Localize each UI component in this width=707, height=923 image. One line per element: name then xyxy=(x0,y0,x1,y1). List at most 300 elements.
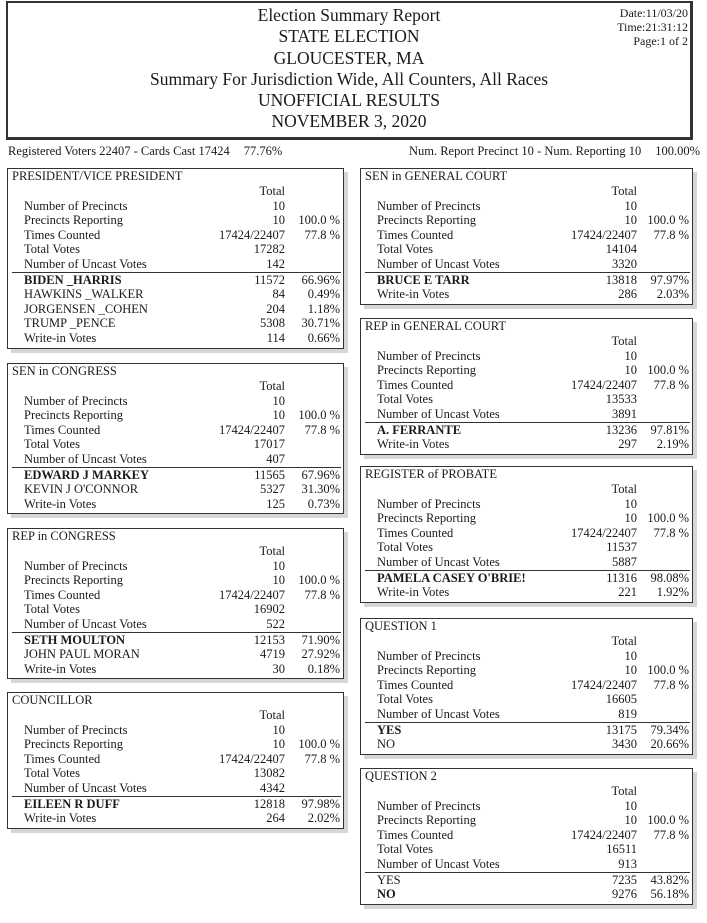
total-column-header xyxy=(361,482,692,497)
row-value: 17424/22407 xyxy=(571,377,637,392)
row-label: HAWKINS _WALKER xyxy=(24,287,144,302)
row-percent: 30.71% xyxy=(301,316,340,331)
row-label: Number of Precincts xyxy=(377,348,481,363)
precincts-reporting-row xyxy=(361,511,692,526)
row-value: Total xyxy=(611,184,637,198)
report-meta xyxy=(617,6,688,48)
row-label: PAMELA CASEY O'BRIE! xyxy=(377,570,526,585)
row-value: 125 xyxy=(266,496,285,511)
row-value: 10 xyxy=(624,511,637,526)
row-percent: 100.0 % xyxy=(298,408,340,423)
row-label: Number of Precincts xyxy=(24,198,128,213)
box-bottom-padding xyxy=(8,826,343,828)
row-label: Precincts Reporting xyxy=(24,408,123,423)
race-box xyxy=(7,528,344,679)
candidate-row xyxy=(8,497,343,512)
row-percent: 20.66% xyxy=(650,737,689,752)
race-box xyxy=(7,692,344,829)
times-counted-row xyxy=(361,526,692,541)
row-label: Number of Precincts xyxy=(377,496,481,511)
number-of-precincts-row xyxy=(8,199,343,214)
report-title: Election Summary Report xyxy=(257,5,441,25)
row-percent: 97.97% xyxy=(650,272,689,287)
row-percent: 77.8 % xyxy=(304,422,340,437)
uncast-votes-row xyxy=(8,617,343,632)
row-value: 4342 xyxy=(260,780,285,795)
row-value: 11565 xyxy=(254,467,285,482)
candidate-row xyxy=(8,482,343,497)
row-percent: 77.8 % xyxy=(653,377,689,392)
row-label: SETH MOULTON xyxy=(24,632,126,647)
times-counted-row xyxy=(361,678,692,693)
total-column-header xyxy=(361,634,692,649)
box-bottom-padding xyxy=(361,902,692,904)
row-label: Number of Uncast Votes xyxy=(377,256,500,271)
race-title: PRESIDENT/VICE PRESIDENT xyxy=(12,169,183,183)
times-counted-row xyxy=(8,588,343,603)
row-value: 10 xyxy=(624,348,637,363)
precinct-reporting-summary xyxy=(409,144,700,159)
row-value: 204 xyxy=(266,301,285,316)
row-value: 17424/22407 xyxy=(219,587,285,602)
candidate-row xyxy=(8,647,343,662)
row-percent: 100.0 % xyxy=(647,511,689,526)
row-label: Total Votes xyxy=(377,392,433,407)
row-percent: 77.8 % xyxy=(304,587,340,602)
uncast-votes-row xyxy=(361,555,692,570)
row-label: Precincts Reporting xyxy=(377,813,476,828)
row-label: Number of Precincts xyxy=(24,393,128,408)
row-percent: 100.0 % xyxy=(647,363,689,378)
candidate-row xyxy=(8,287,343,302)
race-title: REP in GENERAL COURT xyxy=(365,319,507,333)
row-value: Total xyxy=(611,634,637,648)
row-label: Number of Precincts xyxy=(377,648,481,663)
candidate-row xyxy=(361,423,692,438)
candidate-row xyxy=(8,662,343,677)
row-value: 10 xyxy=(624,198,637,213)
number-of-precincts-row xyxy=(361,349,692,364)
row-percent: 0.73% xyxy=(307,496,340,511)
row-label: Number of Uncast Votes xyxy=(377,856,500,871)
number-of-precincts-row xyxy=(8,723,343,738)
row-label: Total Votes xyxy=(377,692,433,707)
row-label: BIDEN _HARRIS xyxy=(24,272,122,287)
election-date: NOVEMBER 3, 2020 xyxy=(271,111,427,132)
row-value: 13175 xyxy=(605,722,637,737)
row-value: Total xyxy=(259,184,285,198)
total-votes-row xyxy=(361,242,692,257)
row-percent: 43.82% xyxy=(650,872,689,887)
row-value: Total xyxy=(259,379,285,393)
total-votes-row xyxy=(361,392,692,407)
row-value: 17424/22407 xyxy=(571,827,637,842)
row-value: 17424/22407 xyxy=(571,227,637,242)
row-value: 12818 xyxy=(253,796,285,811)
row-value: 30 xyxy=(272,661,285,676)
row-value: 10 xyxy=(272,408,285,423)
total-votes-row xyxy=(361,692,692,707)
row-label: Number of Precincts xyxy=(24,722,128,737)
row-label: Total Votes xyxy=(24,242,80,257)
row-label: Times Counted xyxy=(24,422,101,437)
row-percent: 100.0 % xyxy=(647,663,689,678)
candidate-row xyxy=(8,316,343,331)
uncast-votes-row xyxy=(8,781,343,796)
row-value: 10 xyxy=(272,722,285,737)
row-value: 12153 xyxy=(253,632,285,647)
race-title: REGISTER of PROBATE xyxy=(365,467,497,481)
row-percent: 71.90% xyxy=(301,632,340,647)
row-label: Number of Uncast Votes xyxy=(24,451,147,466)
candidate-row xyxy=(361,737,692,752)
box-bottom-padding xyxy=(361,752,692,754)
box-bottom-padding xyxy=(361,600,692,602)
reporting-percent: 100.00% xyxy=(655,144,700,158)
row-value: 10 xyxy=(272,737,285,752)
times-counted-row xyxy=(361,828,692,843)
race-box xyxy=(360,768,693,905)
total-votes-row xyxy=(361,842,692,857)
row-percent: 2.19% xyxy=(656,437,689,452)
candidate-row xyxy=(361,437,692,452)
row-value: 10 xyxy=(272,573,285,588)
row-label: Total Votes xyxy=(377,540,433,555)
row-value: 17424/22407 xyxy=(219,751,285,766)
row-value: 17017 xyxy=(253,437,285,452)
candidate-row xyxy=(8,302,343,317)
report-header xyxy=(6,1,693,140)
results-status: UNOFFICIAL RESULTS xyxy=(258,90,440,111)
row-value: 297 xyxy=(618,437,637,452)
total-votes-row xyxy=(8,602,343,617)
row-label: Total Votes xyxy=(24,602,80,617)
candidate-row xyxy=(361,887,692,902)
total-votes-row xyxy=(361,540,692,555)
row-label: Write-in Votes xyxy=(24,330,97,345)
row-label: Precincts Reporting xyxy=(377,363,476,378)
row-label: Number of Uncast Votes xyxy=(24,256,147,271)
candidate-row xyxy=(361,273,692,288)
row-label: Number of Uncast Votes xyxy=(24,780,147,795)
total-column-header xyxy=(361,334,692,349)
row-value: 407 xyxy=(266,451,285,466)
row-value: 522 xyxy=(266,616,285,631)
box-bottom-padding xyxy=(8,676,343,678)
row-label: Number of Precincts xyxy=(377,198,481,213)
row-value: 13533 xyxy=(605,392,637,407)
precinct-reporting-text: Num. Report Precinct 10 - Num. Reporting 10 xyxy=(408,144,642,158)
row-label: Times Counted xyxy=(377,827,454,842)
precincts-reporting-row xyxy=(361,213,692,228)
row-value: 819 xyxy=(618,706,637,721)
row-percent: 27.92% xyxy=(301,647,340,662)
row-label: Write-in Votes xyxy=(24,811,97,826)
row-percent: 100.0 % xyxy=(298,213,340,228)
number-of-precincts-row xyxy=(361,799,692,814)
row-label: NO xyxy=(377,737,396,752)
times-counted-row xyxy=(8,423,343,438)
number-of-precincts-row xyxy=(361,199,692,214)
uncast-votes-row xyxy=(361,857,692,872)
row-value: 264 xyxy=(266,811,285,826)
precincts-reporting-row xyxy=(361,813,692,828)
row-percent: 67.96% xyxy=(301,467,340,482)
row-value: Total xyxy=(259,544,285,558)
row-value: 10 xyxy=(272,213,285,228)
total-column-header xyxy=(361,784,692,799)
row-value: Total xyxy=(611,482,637,496)
row-label: Times Counted xyxy=(377,377,454,392)
row-percent: 77.8 % xyxy=(653,525,689,540)
box-bottom-padding xyxy=(361,452,692,454)
row-label: Write-in Votes xyxy=(377,287,450,302)
box-bottom-padding xyxy=(8,346,343,348)
row-percent: 2.02% xyxy=(307,811,340,826)
race-box xyxy=(360,318,693,455)
precincts-reporting-row xyxy=(8,408,343,423)
row-value: 17424/22407 xyxy=(219,422,285,437)
row-value: 10 xyxy=(624,648,637,663)
row-value: 16902 xyxy=(253,602,285,617)
candidate-row xyxy=(8,331,343,346)
registered-voters-summary xyxy=(8,144,282,159)
row-value: 10 xyxy=(272,393,285,408)
row-label: Total Votes xyxy=(377,242,433,257)
row-label: Times Counted xyxy=(24,751,101,766)
row-label: Write-in Votes xyxy=(377,585,450,600)
summary-scope: Summary For Jurisdiction Wide, All Counters, All Races xyxy=(149,68,549,89)
row-label: Number of Uncast Votes xyxy=(377,406,500,421)
candidate-row xyxy=(8,468,343,483)
candidate-row xyxy=(361,571,692,586)
total-column-header xyxy=(8,708,343,723)
report-title-block xyxy=(8,5,690,133)
row-value: 286 xyxy=(618,287,637,302)
row-value: 10 xyxy=(624,798,637,813)
row-label: Precincts Reporting xyxy=(377,511,476,526)
row-value: 11537 xyxy=(606,540,637,555)
row-value: 913 xyxy=(618,856,637,871)
times-counted-row xyxy=(8,228,343,243)
row-percent: 77.8 % xyxy=(653,677,689,692)
row-percent: 1.92% xyxy=(656,585,689,600)
race-box xyxy=(360,168,693,305)
row-value: 84 xyxy=(272,287,285,302)
row-percent: 100.0 % xyxy=(298,737,340,752)
row-value: 10 xyxy=(624,663,637,678)
row-percent: 100.0 % xyxy=(647,813,689,828)
row-label: A. FERRANTE xyxy=(377,422,462,437)
precincts-reporting-row xyxy=(8,213,343,228)
number-of-precincts-row xyxy=(8,559,343,574)
turnout-percent: 77.76% xyxy=(243,144,283,158)
precincts-reporting-row xyxy=(8,573,343,588)
precincts-reporting-row xyxy=(8,737,343,752)
row-percent: 31.30% xyxy=(301,482,340,497)
total-column-header xyxy=(8,379,343,394)
total-column-header xyxy=(8,184,343,199)
row-label: JORGENSEN _COHEN xyxy=(24,301,148,316)
row-label: Times Counted xyxy=(24,587,101,602)
row-label: Times Counted xyxy=(24,227,101,242)
row-percent: 77.8 % xyxy=(653,827,689,842)
precincts-reporting-row xyxy=(361,363,692,378)
row-value: 9276 xyxy=(612,887,637,902)
row-percent: 66.96% xyxy=(301,272,340,287)
row-value: 11316 xyxy=(606,570,637,585)
race-box xyxy=(7,363,344,514)
row-value: 17424/22407 xyxy=(571,525,637,540)
report-date: Date:11/03/20 xyxy=(619,6,688,20)
row-value: Total xyxy=(611,784,637,798)
row-label: Write-in Votes xyxy=(24,661,97,676)
precincts-reporting-row xyxy=(361,663,692,678)
row-percent: 77.8 % xyxy=(653,227,689,242)
row-value: 13236 xyxy=(605,422,637,437)
uncast-votes-row xyxy=(8,257,343,272)
race-title: SEN in CONGRESS xyxy=(12,364,117,378)
box-bottom-padding xyxy=(8,511,343,513)
race-title: SEN in GENERAL COURT xyxy=(365,169,508,183)
race-box xyxy=(360,466,693,603)
row-value: 13082 xyxy=(253,766,285,781)
candidate-row xyxy=(8,273,343,288)
row-label: Number of Uncast Votes xyxy=(377,706,500,721)
row-label: Precincts Reporting xyxy=(24,737,123,752)
times-counted-row xyxy=(361,228,692,243)
row-percent: 77.8 % xyxy=(304,751,340,766)
row-label: Write-in Votes xyxy=(377,437,450,452)
uncast-votes-row xyxy=(361,407,692,422)
total-votes-row xyxy=(8,242,343,257)
row-value: Total xyxy=(611,334,637,348)
report-time: Time:21:31:12 xyxy=(617,20,688,34)
row-percent: 77.8 % xyxy=(304,227,340,242)
row-value: 10 xyxy=(624,496,637,511)
row-label: NO xyxy=(377,887,396,902)
row-value: 4719 xyxy=(260,647,285,662)
row-percent: 97.98% xyxy=(301,796,340,811)
total-column-header xyxy=(361,184,692,199)
row-value: 5327 xyxy=(260,482,285,497)
row-value: 7235 xyxy=(612,872,637,887)
row-percent: 1.18% xyxy=(307,301,340,316)
row-percent: 2.03% xyxy=(656,287,689,302)
race-title: REP in CONGRESS xyxy=(12,529,116,543)
row-percent: 98.08% xyxy=(650,570,689,585)
row-value: 17424/22407 xyxy=(219,227,285,242)
row-value: 17282 xyxy=(253,242,285,257)
box-bottom-padding xyxy=(361,302,692,304)
candidate-row xyxy=(8,811,343,826)
row-label: Number of Precincts xyxy=(377,798,481,813)
number-of-precincts-row xyxy=(361,497,692,512)
election-name: STATE ELECTION xyxy=(278,26,420,47)
row-label: Total Votes xyxy=(377,842,433,857)
row-label: YES xyxy=(377,722,402,737)
candidate-row xyxy=(8,797,343,812)
row-label: BRUCE E TARR xyxy=(377,272,470,287)
race-title: COUNCILLOR xyxy=(12,693,93,707)
row-percent: 100.0 % xyxy=(647,213,689,228)
row-label: Number of Precincts xyxy=(24,558,128,573)
row-value: Total xyxy=(259,708,285,722)
row-value: 3430 xyxy=(612,737,637,752)
row-percent: 0.49% xyxy=(307,287,340,302)
row-label: Total Votes xyxy=(24,766,80,781)
candidate-row xyxy=(361,585,692,600)
row-label: Times Counted xyxy=(377,677,454,692)
row-value: 5308 xyxy=(260,316,285,331)
row-percent: 79.34% xyxy=(650,722,689,737)
uncast-votes-row xyxy=(8,452,343,467)
row-label: Precincts Reporting xyxy=(377,663,476,678)
race-box xyxy=(7,168,344,349)
row-label: EILEEN R DUFF xyxy=(24,796,120,811)
race-box xyxy=(360,618,693,755)
total-column-header xyxy=(8,544,343,559)
page-number: Page:1 of 2 xyxy=(633,34,688,48)
row-value: 16605 xyxy=(605,692,637,707)
number-of-precincts-row xyxy=(8,394,343,409)
row-value: 13818 xyxy=(605,272,637,287)
row-label: Precincts Reporting xyxy=(24,213,123,228)
row-label: TRUMP _PENCE xyxy=(24,316,116,331)
row-value: 14104 xyxy=(605,242,637,257)
times-counted-row xyxy=(361,378,692,393)
row-label: Precincts Reporting xyxy=(377,213,476,228)
row-label: KEVIN J O'CONNOR xyxy=(24,482,139,497)
uncast-votes-row xyxy=(361,707,692,722)
row-percent: 56.18% xyxy=(650,887,689,902)
candidate-row xyxy=(361,287,692,302)
row-percent: 0.66% xyxy=(307,330,340,345)
row-value: 10 xyxy=(272,198,285,213)
row-value: 142 xyxy=(266,256,285,271)
row-label: Number of Uncast Votes xyxy=(377,554,500,569)
row-value: 17424/22407 xyxy=(571,677,637,692)
row-label: Number of Uncast Votes xyxy=(24,616,147,631)
uncast-votes-row xyxy=(361,257,692,272)
row-percent: 100.0 % xyxy=(298,573,340,588)
row-value: 10 xyxy=(624,363,637,378)
candidate-row xyxy=(361,873,692,888)
row-label: YES xyxy=(377,872,401,887)
row-label: Times Counted xyxy=(377,525,454,540)
race-title: QUESTION 2 xyxy=(365,769,437,783)
row-label: Total Votes xyxy=(24,437,80,452)
number-of-precincts-row xyxy=(361,649,692,664)
row-value: 114 xyxy=(266,330,285,345)
row-label: JOHN PAUL MORAN xyxy=(24,647,140,662)
row-label: Precincts Reporting xyxy=(24,573,123,588)
row-label: Times Counted xyxy=(377,227,454,242)
row-percent: 97.81% xyxy=(650,422,689,437)
jurisdiction: GLOUCESTER, MA xyxy=(273,47,425,68)
row-value: 10 xyxy=(624,813,637,828)
times-counted-row xyxy=(8,752,343,767)
row-value: 3320 xyxy=(612,256,637,271)
row-value: 3891 xyxy=(612,406,637,421)
row-label: EDWARD J MARKEY xyxy=(24,467,149,482)
candidate-row xyxy=(8,633,343,648)
row-label: Write-in Votes xyxy=(24,496,97,511)
total-votes-row xyxy=(8,437,343,452)
candidate-row xyxy=(361,723,692,738)
race-title: QUESTION 1 xyxy=(365,619,437,633)
row-value: 5887 xyxy=(612,554,637,569)
